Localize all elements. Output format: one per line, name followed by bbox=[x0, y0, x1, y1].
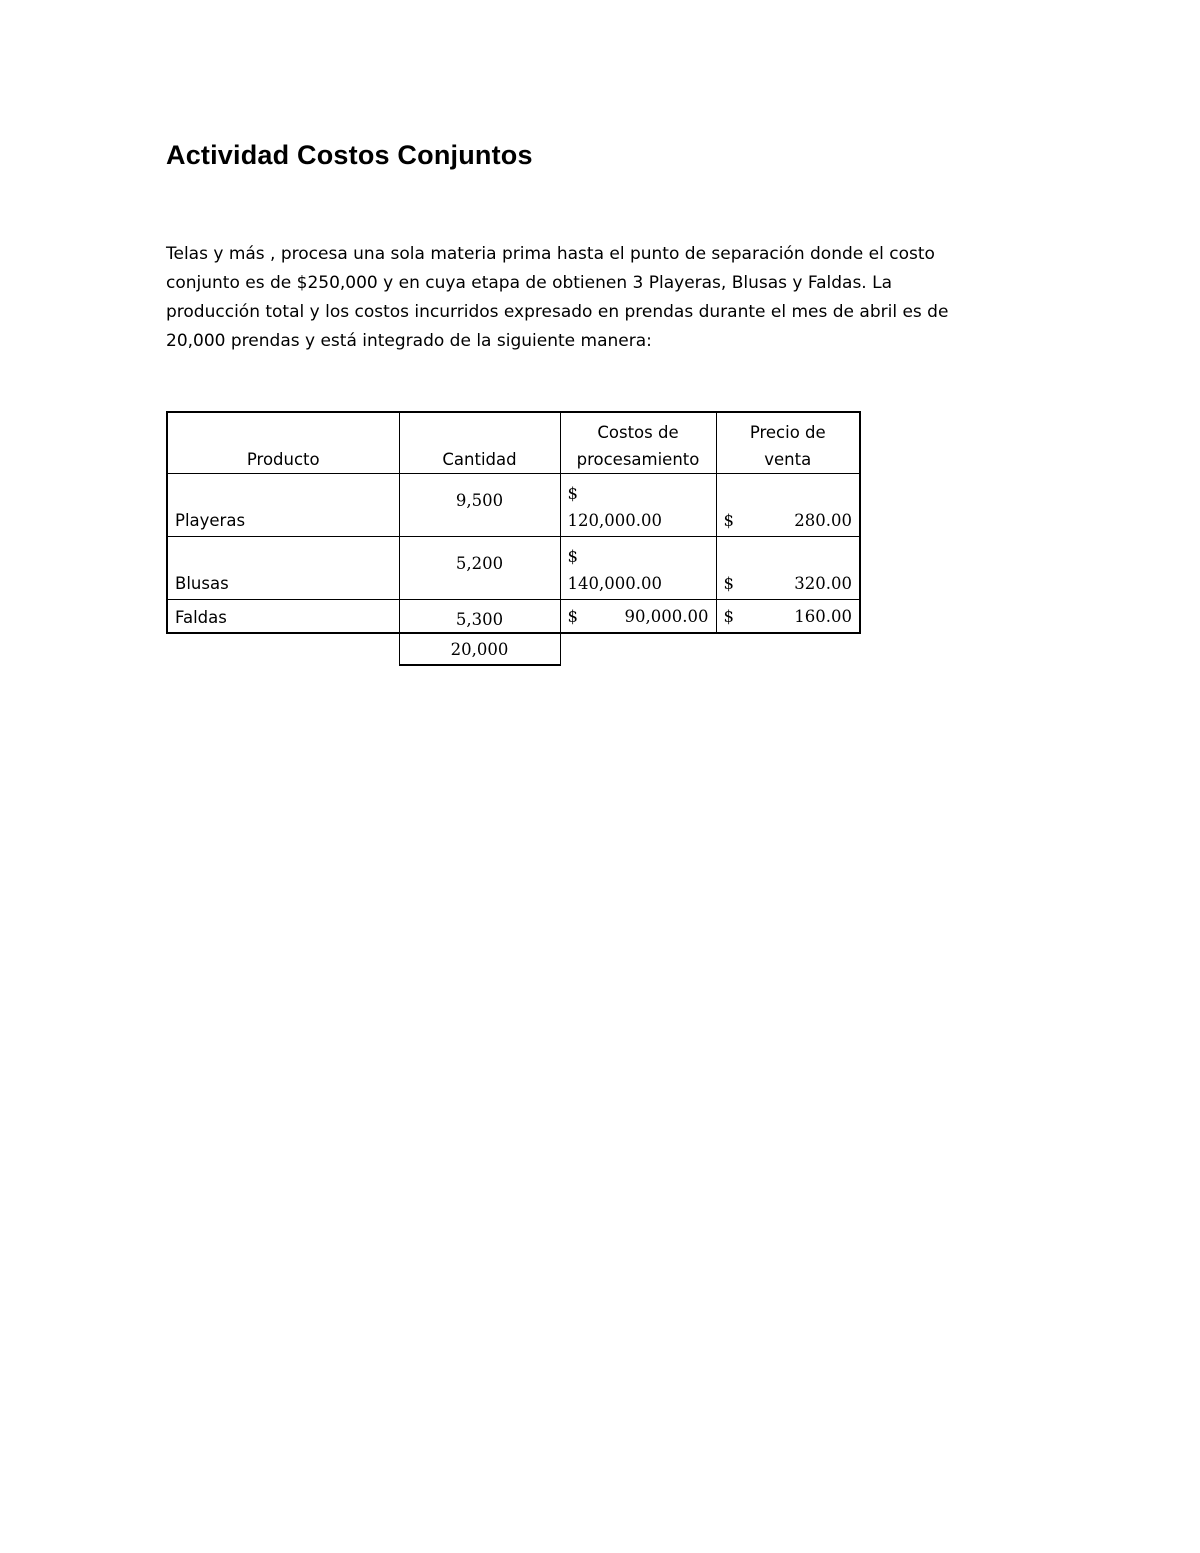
processing-cost-value: 90,000.00 bbox=[624, 607, 709, 626]
table-row bbox=[167, 537, 860, 600]
product-cell bbox=[167, 537, 399, 600]
empty-cell bbox=[716, 633, 860, 665]
header-processing-cost-line1: Costos de bbox=[597, 423, 679, 442]
currency-symbol: $ bbox=[723, 511, 734, 530]
sale-price-cell bbox=[716, 537, 860, 600]
processing-cost-cell bbox=[560, 474, 716, 537]
currency-symbol: $ bbox=[723, 574, 734, 593]
sale-price-value: 320.00 bbox=[794, 574, 852, 593]
header-sale-price-line2: venta bbox=[764, 450, 812, 469]
currency-symbol: $ bbox=[567, 607, 578, 626]
currency-symbol: $ bbox=[723, 607, 734, 626]
header-sale-price bbox=[716, 412, 860, 474]
empty-cell bbox=[560, 633, 716, 665]
product-cell bbox=[167, 600, 399, 634]
header-processing-cost bbox=[560, 412, 716, 474]
product-name: Playeras bbox=[175, 511, 246, 530]
intro-paragraph bbox=[166, 240, 1046, 356]
sale-price-cell bbox=[716, 600, 860, 634]
joint-costs-table bbox=[166, 411, 861, 666]
processing-cost-value: 120,000.00 bbox=[567, 511, 662, 530]
paragraph-line: Telas y más , procesa una sola materia prima hasta el punto de separación donde el costo bbox=[166, 244, 935, 264]
sale-price-value: 280.00 bbox=[794, 511, 852, 530]
processing-cost-cell bbox=[560, 537, 716, 600]
table-row bbox=[167, 474, 860, 537]
processing-cost-value: 140,000.00 bbox=[567, 574, 662, 593]
sale-price-cell bbox=[716, 474, 860, 537]
table-row bbox=[167, 600, 860, 634]
paragraph-line: producción total y los costos incurridos expresado en prendas durante el mes de abril es de bbox=[166, 302, 949, 322]
paragraph-line: conjunto es de $250,000 y en cuya etapa de obtienen 3 Playeras, Blusas y Faldas. La bbox=[166, 273, 893, 293]
page-title: Actividad Costos Conjuntos bbox=[166, 140, 533, 170]
sale-price-value: 160.00 bbox=[794, 607, 852, 626]
quantity-cell: 9,500 bbox=[399, 474, 560, 537]
header-quantity-label: Cantidad bbox=[442, 450, 517, 469]
processing-cost-cell bbox=[560, 600, 716, 634]
product-name: Faldas bbox=[175, 608, 227, 627]
table-total-row bbox=[167, 633, 860, 665]
header-product-label: Producto bbox=[246, 450, 320, 469]
product-cell bbox=[167, 474, 399, 537]
currency-symbol: $ bbox=[567, 484, 578, 503]
quantity-cell: 5,300 bbox=[399, 600, 560, 634]
paragraph-line: 20,000 prendas y está integrado de la siguiente manera: bbox=[166, 331, 652, 351]
table-header-row bbox=[167, 412, 860, 474]
empty-cell bbox=[167, 633, 399, 665]
header-product bbox=[167, 412, 399, 474]
header-processing-cost-line2: procesamiento bbox=[576, 450, 700, 469]
product-name: Blusas bbox=[175, 574, 229, 593]
currency-symbol: $ bbox=[567, 547, 578, 566]
quantity-cell: 5,200 bbox=[399, 537, 560, 600]
header-quantity bbox=[399, 412, 560, 474]
header-sale-price-line1: Precio de bbox=[749, 423, 826, 442]
total-quantity-cell: 20,000 bbox=[399, 633, 560, 665]
